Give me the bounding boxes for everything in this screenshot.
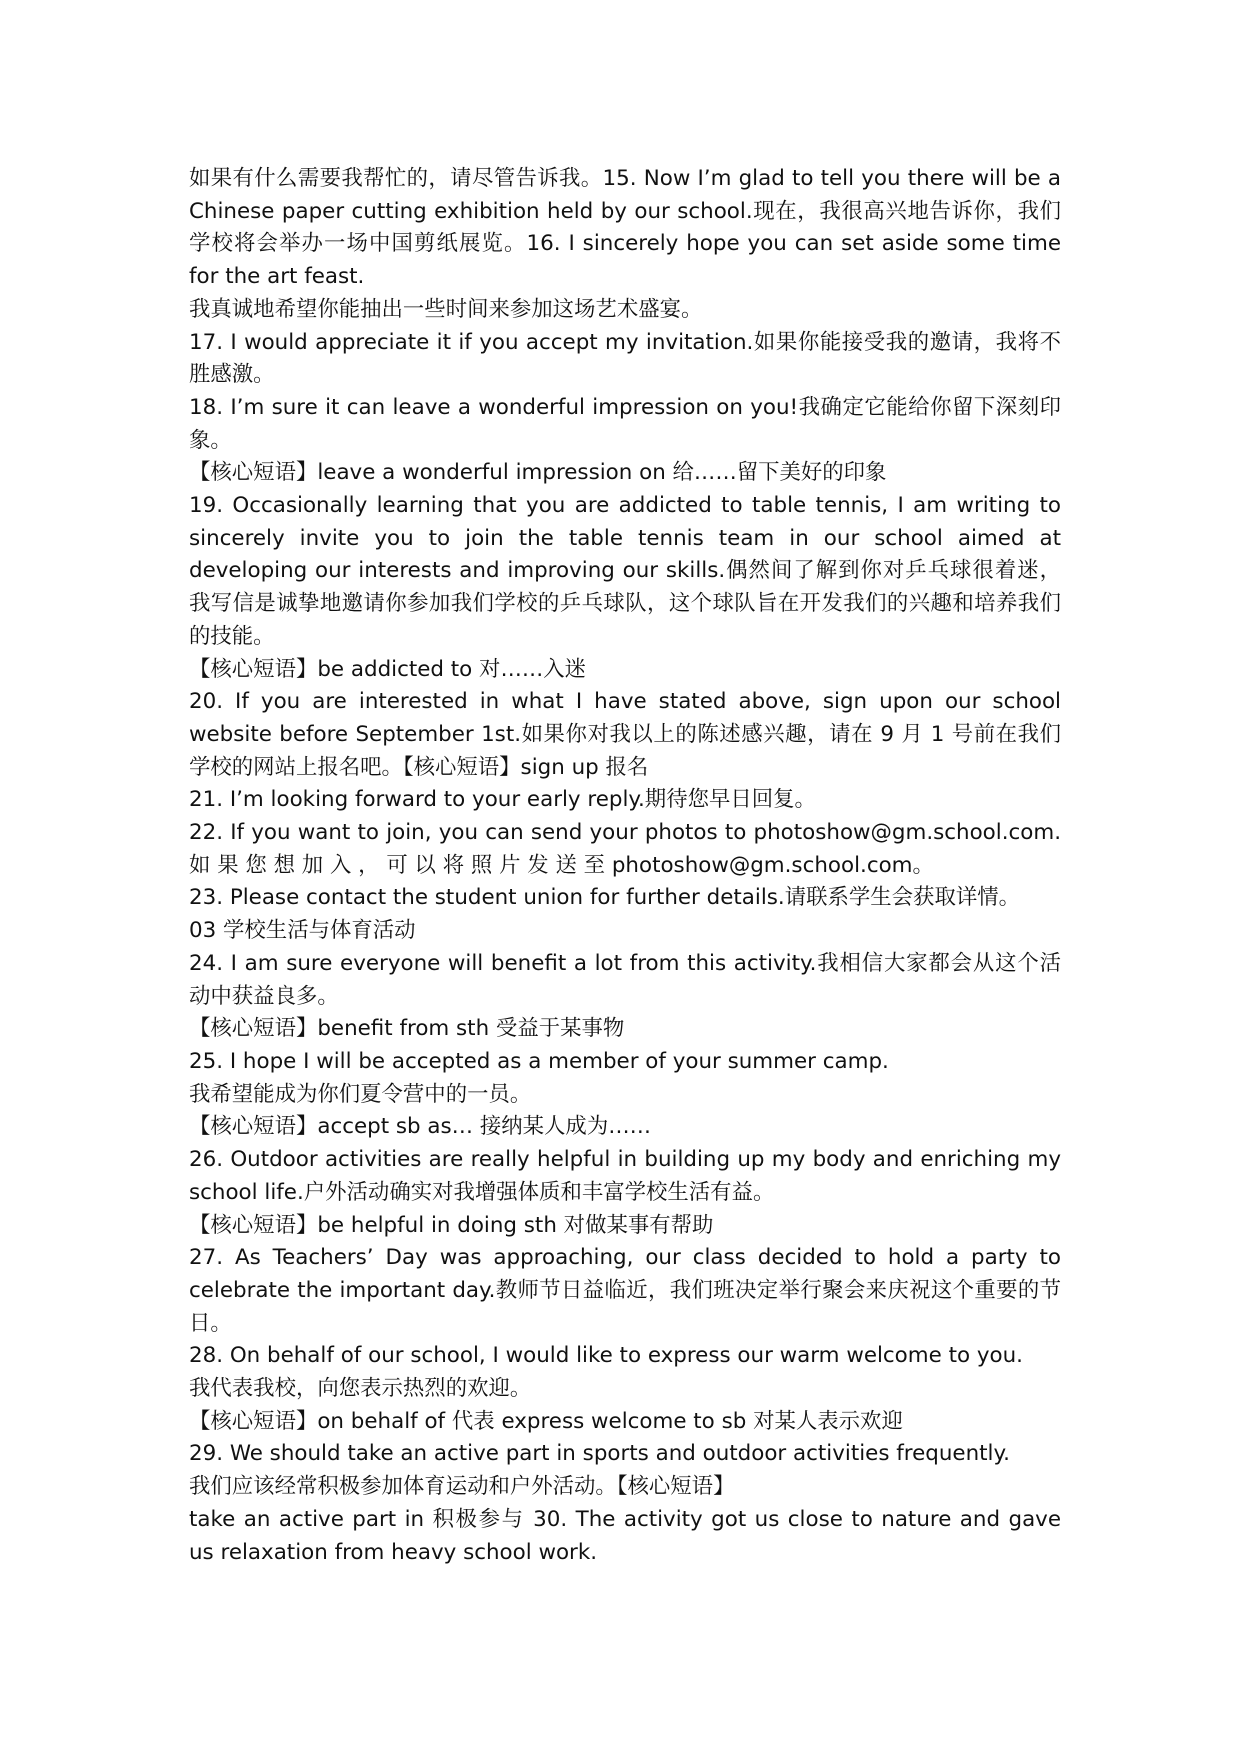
paragraph-intro-15-16: 如果有什么需要我帮忙的，请尽管告诉我。15. Now I’m glad to tell you there will be a Chinese paper cutting exhibition held by our school.现在，我很高兴地告诉你，我们学校将会举办一场中国剪纸展览。16. I sincerely hope you can set aside some time for the art feast. (189, 166, 1061, 290)
paragraph-28-translation: 我代表我校，向您表示热烈的欢迎。 (189, 1376, 532, 1402)
paragraph-29: 29. We should take an active part in sports and outdoor activities frequently. (189, 1441, 1010, 1467)
key-phrase-26: 【核心短语】be helpful in doing sth 对做某事有帮助 (189, 1212, 714, 1238)
paragraph-23: 23. Please contact the student union for further details.请联系学生会获取详情。 (189, 885, 1021, 911)
paragraph-21: 21. I’m looking forward to your early reply.期待您早日回复。 (189, 787, 816, 813)
document-page (189, 163, 1061, 1569)
paragraph-29-translation: 我们应该经常积极参加体育运动和户外活动。【核心短语】 (189, 1474, 735, 1500)
key-phrase-18: 【核心短语】leave a wonderful impression on 给……留下美好的印象 (189, 460, 887, 486)
paragraph-25-translation: 我希望能成为你们夏令营中的一员。 (189, 1081, 532, 1107)
paragraph-16-translation: 我真诚地希望你能抽出一些时间来参加这场艺术盛宴。 (189, 296, 703, 322)
key-phrase-19: 【核心短语】be addicted to 对……入迷 (189, 656, 587, 682)
paragraph-28: 28. On behalf of our school, I would like to express our warm welcome to you. (189, 1343, 1023, 1369)
section-heading-03: 03 学校生活与体育活动 (189, 918, 416, 944)
key-phrase-25: 【核心短语】accept sb as… 接纳某人成为…… (189, 1114, 651, 1140)
paragraph-17: 17. I would appreciate it if you accept my invitation.如果你能接受我的邀请，我将不胜感激。 (189, 329, 1061, 388)
paragraph-20: 20. If you are interested in what I have stated above, sign upon our school website before September 1st.如果你对我以上的陈述感兴趣，请在 9 月 1 号前在我们学校的网站上报名吧。【核心短语】sign up 报名 (189, 689, 1061, 780)
key-phrase-28: 【核心短语】on behalf of 代表 express welcome to sb 对某人表示欢迎 (189, 1408, 903, 1434)
paragraph-25: 25. I hope I will be accepted as a member of your summer camp. (189, 1048, 889, 1074)
paragraph-18: 18. I’m sure it can leave a wonderful impression on you!我确定它能给你留下深刻印象。 (189, 394, 1061, 453)
paragraph-26: 26. Outdoor activities are really helpful in building up my body and enriching my school life.户外活动确实对我增强体质和丰富学校生活有益。 (189, 1147, 1061, 1205)
paragraph-24: 24. I am sure everyone will benefit a lot from this activity.我相信大家都会从这个活动中获益良多。 (189, 950, 1061, 1009)
paragraph-29-30: take an active part in 积极参与 30. The activity got us close to nature and gave us relaxation from heavy school work. (189, 1506, 1061, 1565)
key-phrase-24: 【核心短语】benefit from sth 受益于某事物 (189, 1016, 625, 1042)
paragraph-27: 27. As Teachers’ Day was approaching, our class decided to hold a party to celebrate the important day.教师节日益临近，我们班决定举行聚会来庆祝这个重要的节日。 (189, 1245, 1061, 1336)
paragraph-22: 22. If you want to join, you can send your photos to photoshow@gm.school.com. 如 果 您 想 加 入 ， 可 以 将 照 片 发 送 至 photoshow@gm.school.com。 (189, 820, 1061, 878)
paragraph-19: 19. Occasionally learning that you are addicted to table tennis, I am writing to sincerely invite you to join the table tennis team in our school aimed at developing our interests and improving our skills.偶然间了解到你对乒乓球很着迷，我写信是诚挚地邀请你参加我们学校的乒乓球队，这个球队旨在开发我们的兴趣和培养我们的技能。 (189, 493, 1061, 649)
